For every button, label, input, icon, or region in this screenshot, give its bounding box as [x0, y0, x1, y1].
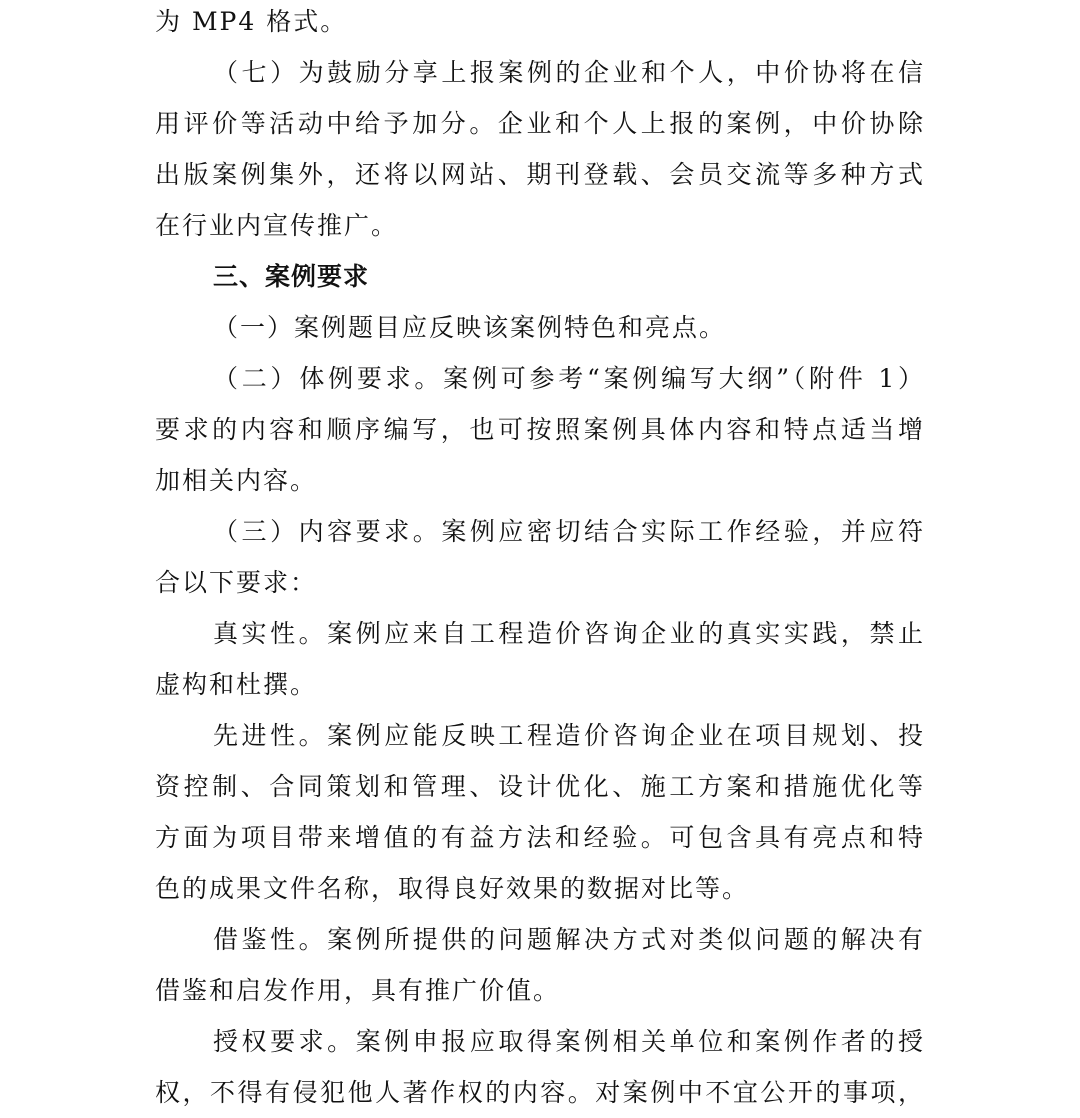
text-line: 用评价等活动中给予加分。企业和个人上报的案例，中价协除 — [155, 109, 925, 138]
text-line: 合以下要求： — [155, 568, 318, 597]
text-line: 真实性。案例应来自工程造价咨询企业的真实实践，禁止 — [213, 619, 925, 648]
text-line: （七）为鼓励分享上报案例的企业和个人，中价协将在信 — [213, 58, 925, 87]
text-line: 在行业内宣传推广。 — [155, 211, 399, 240]
text-line: 先进性。案例应能反映工程造价咨询企业在项目规划、投 — [213, 721, 925, 750]
text-line: 借鉴和启发作用，具有推广价值。 — [155, 976, 561, 1005]
text-line: 出版案例集外，还将以网站、期刊登载、会员交流等多种方式 — [155, 160, 925, 189]
section-heading: 三、案例要求 — [213, 262, 370, 291]
text-line: 借鉴性。案例所提供的问题解决方式对类似问题的解决有 — [213, 925, 925, 954]
text-line: （二）体例要求。案例可参考“案例编写大纲”（附件 1） — [213, 364, 925, 393]
text-line: 加相关内容。 — [155, 466, 318, 495]
text-line: 授权要求。案例申报应取得案例相关单位和案例作者的授 — [213, 1027, 925, 1056]
text-line: （三）内容要求。案例应密切结合实际工作经验，并应符 — [213, 517, 925, 546]
text-line: 方面为项目带来增值的有益方法和经验。可包含具有亮点和特 — [155, 823, 925, 852]
text-line: （一）案例题目应反映该案例特色和亮点。 — [213, 313, 727, 342]
text-line: 为 MP4 格式。 — [155, 7, 348, 36]
text-line: 色的成果文件名称，取得良好效果的数据对比等。 — [155, 874, 750, 903]
document-page — [155, 0, 925, 1118]
text-line: 权，不得有侵犯他人著作权的内容。对案例中不宜公开的事项， — [155, 1078, 925, 1107]
text-line: 资控制、合同策划和管理、设计优化、施工方案和措施优化等 — [155, 772, 925, 801]
text-line: 要求的内容和顺序编写，也可按照案例具体内容和特点适当增 — [155, 415, 925, 444]
text-line: 虚构和杜撰。 — [155, 670, 318, 699]
